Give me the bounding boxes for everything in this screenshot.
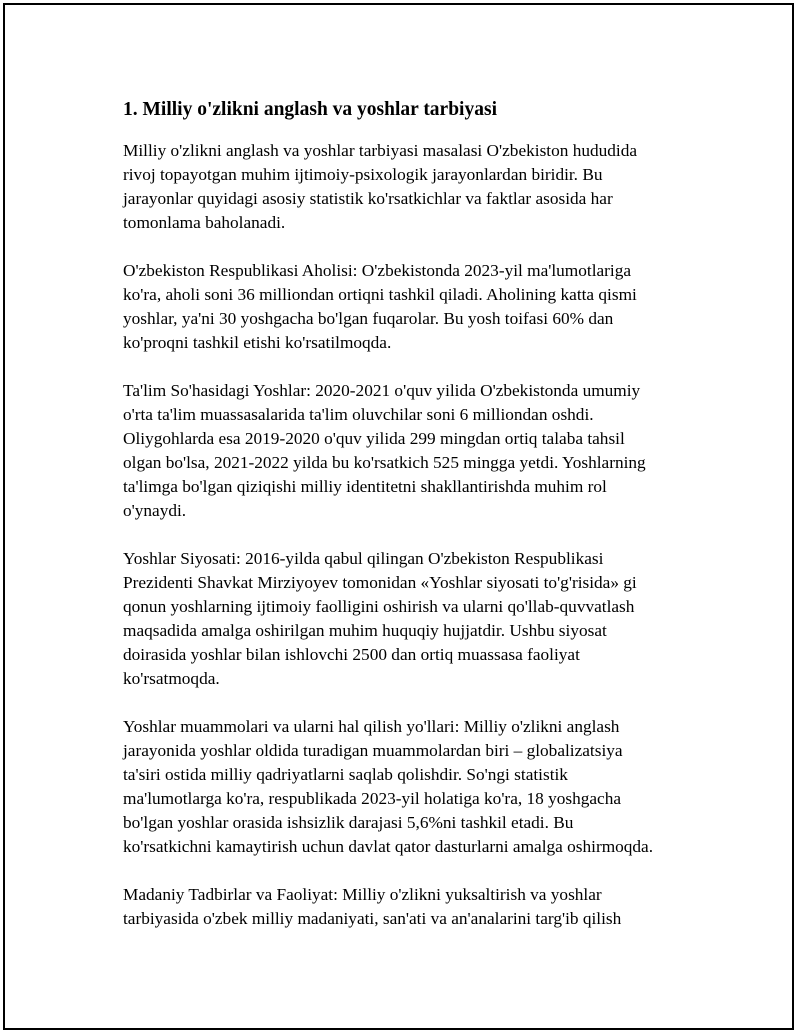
paragraph-line: o'ynaydi.	[123, 501, 187, 520]
paragraph-line: bo'lgan yoshlar orasida ishsizlik darajasi 5,6%ni tashkil etadi. Bu	[123, 813, 574, 832]
paragraph-line: o'rta ta'lim muassasalarida ta'lim oluvchilar soni 6 milliondan oshdi.	[123, 405, 594, 424]
paragraph-line: ko'proqni tashkil etishi ko'rsatilmoqda.	[123, 333, 392, 352]
paragraph-line: ko'ra, aholi soni 36 milliondan ortiqni tashkil qiladi. Aholining katta qismi	[123, 285, 637, 304]
paragraph	[123, 379, 703, 523]
paragraph	[123, 715, 703, 859]
paragraph-line: ta'limga bo'lgan qiziqishi milliy identitetni shakllantirishda muhim rol	[123, 477, 607, 496]
section-heading: 1. Milliy o'zlikni anglash va yoshlar tarbiyasi	[123, 99, 497, 120]
paragraph-line: O'zbekiston Respublikasi Aholisi: O'zbekistonda 2023-yil ma'lumotlariga	[123, 261, 632, 280]
paragraph-line: jarayonlar quyidagi asosiy statistik ko'rsatkichlar va faktlar asosida har	[123, 189, 613, 208]
paragraph-line: ta'siri ostida milliy qadriyatlarni saqlab qolishdir. So'ngi statistik	[123, 765, 568, 784]
paragraph-line: ko'rsatkichni kamaytirish uchun davlat qator dasturlarni amalga oshirmoqda.	[123, 837, 654, 856]
paragraph	[123, 139, 703, 235]
paragraph-line: olgan bo'lsa, 2021-2022 yilda bu ko'rsatkich 525 mingga yetdi. Yoshlarning	[123, 453, 646, 472]
paragraph-line: ko'rsatmoqda.	[123, 669, 220, 688]
paragraph-line: qonun yoshlarning ijtimoiy faolligini oshirish va ularni qo'llab-quvvatlash	[123, 597, 635, 616]
paragraph-list	[123, 139, 703, 931]
paragraph	[123, 259, 703, 355]
paragraph-line: Milliy o'zlikni anglash va yoshlar tarbiyasi masalasi O'zbekiston hududida	[123, 141, 638, 160]
paragraph-line: jarayonida yoshlar oldida turadigan muammolardan biri – globalizatsiya	[123, 741, 623, 760]
paragraph-line: yoshlar, ya'ni 30 yoshgacha bo'lgan fuqarolar. Bu yosh toifasi 60% dan	[123, 309, 614, 328]
paragraph-line: Madaniy Tadbirlar va Faoliyat: Milliy o'zlikni yuksaltirish va yoshlar	[123, 885, 602, 904]
document-body	[123, 93, 703, 955]
paragraph-line: tomonlama baholanadi.	[123, 213, 286, 232]
paragraph-line: maqsadida amalga oshirilgan muhim huquqiy hujjatdir. Ushbu siyosat	[123, 621, 607, 640]
paragraph-line: ma'lumotlarga ko'ra, respublikada 2023-yil holatiga ko'ra, 18 yoshgacha	[123, 789, 622, 808]
paragraph-line: Oliygohlarda esa 2019-2020 o'quv yilida 299 mingdan ortiq talaba tahsil	[123, 429, 625, 448]
paragraph-line: doirasida yoshlar bilan ishlovchi 2500 dan ortiq muassasa faoliyat	[123, 645, 580, 664]
paragraph-line: Ta'lim So'hasidagi Yoshlar: 2020-2021 o'quv yilida O'zbekistonda umumiy	[123, 381, 641, 400]
paragraph-line: rivoj topayotgan muhim ijtimoiy-psixologik jarayonlardan biridir. Bu	[123, 165, 603, 184]
document-page	[3, 3, 794, 1030]
paragraph	[123, 547, 703, 691]
paragraph-line: Prezidenti Shavkat Mirziyoyev tomonidan «Yoshlar siyosati to'g'risida» gi	[123, 573, 637, 592]
paragraph-line: tarbiyasida o'zbek milliy madaniyati, san'ati va an'analarini targ'ib qilish	[123, 909, 622, 928]
paragraph-line: Yoshlar Siyosati: 2016-yilda qabul qilingan O'zbekiston Respublikasi	[123, 549, 604, 568]
paragraph	[123, 883, 703, 931]
paragraph-line: Yoshlar muammolari va ularni hal qilish yo'llari: Milliy o'zlikni anglash	[123, 717, 620, 736]
